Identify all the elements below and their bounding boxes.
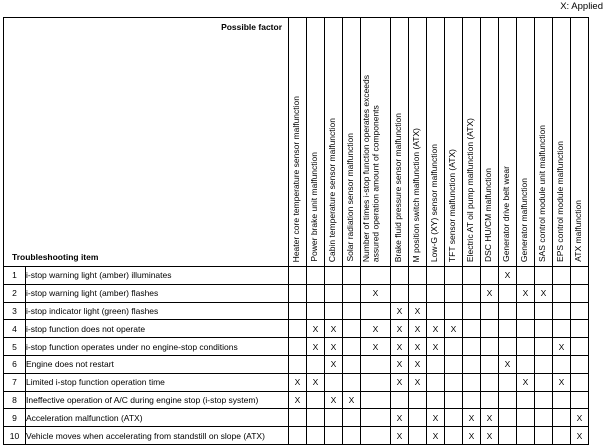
applied-mark-cell (535, 427, 553, 445)
applied-mark-cell (553, 267, 571, 285)
applied-mark-cell: X (391, 409, 409, 427)
factor-label: Solar radiation sensor malfunction (345, 133, 355, 262)
applied-mark-cell (535, 320, 553, 338)
applied-mark-cell (535, 355, 553, 373)
applied-mark-cell (409, 284, 427, 302)
factor-label: EPS control module malfunction (555, 141, 565, 262)
factor-label: DSC HU/CM malfunction (483, 168, 493, 262)
factor-label: Generator malfunction (519, 177, 529, 262)
applied-mark-cell (535, 391, 553, 409)
applied-mark-cell (481, 391, 499, 409)
applied-mark-cell (499, 284, 517, 302)
applied-mark-cell (343, 373, 361, 391)
factor-label: Number of times i-stop function operates exceeds assured operation amount of components (361, 74, 381, 262)
applied-mark-cell: X (391, 373, 409, 391)
applied-mark-cell: X (571, 427, 589, 445)
applied-mark-cell: X (391, 302, 409, 320)
applied-mark-cell (535, 409, 553, 427)
applied-mark-cell (361, 267, 391, 285)
applied-mark-cell (463, 373, 481, 391)
troubleshooting-item: i-stop function does not operate (26, 320, 289, 338)
applied-mark-cell: X (289, 391, 307, 409)
applied-mark-cell (427, 373, 445, 391)
factor-header-1 (307, 18, 325, 267)
applied-mark-cell (535, 302, 553, 320)
applied-mark-cell (517, 320, 535, 338)
applied-mark-cell (289, 267, 307, 285)
applied-mark-cell (361, 302, 391, 320)
row-number: 5 (4, 338, 26, 356)
row-number: 10 (4, 427, 26, 445)
applied-mark-cell (517, 338, 535, 356)
applied-mark-cell: X (481, 284, 499, 302)
applied-mark-cell (571, 267, 589, 285)
applied-mark-cell (361, 409, 391, 427)
applied-mark-cell: X (463, 409, 481, 427)
applied-mark-cell: X (535, 284, 553, 302)
table-row (4, 267, 589, 285)
applied-mark-cell: X (427, 320, 445, 338)
applied-mark-cell (409, 391, 427, 409)
applied-mark-cell (499, 320, 517, 338)
table-row (4, 355, 589, 373)
applied-mark-cell (517, 267, 535, 285)
applied-mark-cell: X (427, 338, 445, 356)
applied-mark-cell (307, 355, 325, 373)
applied-mark-cell (553, 427, 571, 445)
factor-label: ATX malfunction (573, 200, 583, 262)
applied-mark-cell: X (391, 427, 409, 445)
factor-header-4 (361, 18, 391, 267)
applied-mark-cell (325, 284, 343, 302)
applied-mark-cell: X (361, 320, 391, 338)
troubleshooting-item: Engine does not restart (26, 355, 289, 373)
applied-mark-cell (445, 267, 463, 285)
factor-header-2 (325, 18, 343, 267)
factor-header-8 (445, 18, 463, 267)
applied-mark-cell: X (499, 267, 517, 285)
applied-mark-cell: X (307, 320, 325, 338)
applied-mark-cell (463, 355, 481, 373)
applied-mark-cell (481, 302, 499, 320)
applied-mark-cell (499, 373, 517, 391)
applied-mark-cell: X (499, 355, 517, 373)
applied-mark-cell: X (517, 373, 535, 391)
applied-mark-cell (553, 284, 571, 302)
applied-mark-cell (499, 302, 517, 320)
applied-mark-cell: X (391, 320, 409, 338)
applied-mark-cell (361, 355, 391, 373)
applied-mark-cell (307, 284, 325, 302)
applied-mark-cell (289, 284, 307, 302)
factor-label: M position switch malfunction (ATX) (411, 127, 421, 262)
applied-mark-cell: X (325, 320, 343, 338)
factor-header-6 (409, 18, 427, 267)
applied-mark-cell (553, 302, 571, 320)
applied-mark-cell (427, 284, 445, 302)
applied-mark-cell (289, 355, 307, 373)
factor-header-5 (391, 18, 409, 267)
applied-mark-cell: X (553, 373, 571, 391)
applied-mark-cell (571, 284, 589, 302)
possible-factor-label: Possible factor (221, 22, 282, 32)
applied-mark-cell: X (427, 427, 445, 445)
applied-mark-cell (499, 391, 517, 409)
applied-mark-cell (307, 302, 325, 320)
applied-mark-cell (343, 267, 361, 285)
applied-mark-cell: X (409, 320, 427, 338)
row-number: 3 (4, 302, 26, 320)
troubleshooting-item: Vehicle moves when accelerating from standstill on slope (ATX) (26, 427, 289, 445)
factor-header-7 (427, 18, 445, 267)
applied-mark-cell (445, 427, 463, 445)
applied-mark-cell (445, 302, 463, 320)
applied-mark-cell (343, 320, 361, 338)
applied-mark-cell (481, 338, 499, 356)
applied-mark-cell: X (325, 355, 343, 373)
factor-header-9 (463, 18, 481, 267)
applied-mark-cell (571, 355, 589, 373)
applied-mark-cell (343, 338, 361, 356)
applied-mark-cell (553, 391, 571, 409)
row-number: 1 (4, 267, 26, 285)
troubleshooting-item: i-stop warning light (amber) flashes (26, 284, 289, 302)
applied-mark-cell: X (409, 302, 427, 320)
applied-mark-cell (571, 338, 589, 356)
applied-legend: X: Applied (560, 1, 603, 12)
header-corner (4, 18, 289, 267)
applied-mark-cell (409, 267, 427, 285)
table-row (4, 320, 589, 338)
applied-mark-cell (535, 338, 553, 356)
troubleshooting-item: Ineffective operation of A/C during engine stop (i-stop system) (26, 391, 289, 409)
applied-mark-cell (517, 409, 535, 427)
factor-label: Cabin temperature sensor malfunction (327, 117, 337, 262)
factor-label: Brake fluid pressure sensor malfunction (393, 112, 403, 262)
applied-mark-cell (463, 302, 481, 320)
row-number: 2 (4, 284, 26, 302)
applied-mark-cell (289, 320, 307, 338)
factor-label: Generator drive belt wear (501, 166, 511, 262)
applied-mark-cell (481, 355, 499, 373)
factor-header-14 (553, 18, 571, 267)
table-row (4, 409, 589, 427)
applied-mark-cell (517, 427, 535, 445)
factor-header-13 (535, 18, 553, 267)
applied-mark-cell (571, 373, 589, 391)
applied-mark-cell (361, 427, 391, 445)
applied-mark-cell (571, 391, 589, 409)
applied-mark-cell (463, 267, 481, 285)
applied-mark-cell (409, 409, 427, 427)
applied-mark-cell (391, 391, 409, 409)
applied-mark-cell (445, 391, 463, 409)
row-number: 7 (4, 373, 26, 391)
applied-mark-cell (343, 302, 361, 320)
applied-mark-cell (361, 391, 391, 409)
applied-mark-cell (289, 338, 307, 356)
applied-mark-cell (445, 338, 463, 356)
applied-mark-cell (535, 267, 553, 285)
applied-mark-cell (553, 355, 571, 373)
applied-mark-cell (307, 391, 325, 409)
applied-mark-cell (571, 302, 589, 320)
factor-header-3 (343, 18, 361, 267)
applied-mark-cell (391, 267, 409, 285)
applied-mark-cell (499, 338, 517, 356)
applied-mark-cell (481, 373, 499, 391)
applied-mark-cell (553, 320, 571, 338)
applied-mark-cell (325, 409, 343, 427)
applied-mark-cell (481, 267, 499, 285)
applied-mark-cell (325, 427, 343, 445)
row-number: 9 (4, 409, 26, 427)
applied-mark-cell (325, 302, 343, 320)
table-row (4, 302, 589, 320)
applied-mark-cell (343, 284, 361, 302)
applied-mark-cell (307, 427, 325, 445)
row-number: 4 (4, 320, 26, 338)
applied-mark-cell (307, 267, 325, 285)
applied-mark-cell: X (361, 284, 391, 302)
applied-mark-cell: X (409, 338, 427, 356)
table-row (4, 373, 589, 391)
applied-mark-cell: X (409, 355, 427, 373)
factor-header-12 (517, 18, 535, 267)
applied-mark-cell (445, 284, 463, 302)
applied-mark-cell: X (325, 391, 343, 409)
factor-label: Electric AT oil pump malfunction (ATX) (465, 117, 475, 262)
applied-mark-cell: X (343, 391, 361, 409)
troubleshooting-item: i-stop function operates under no engine-stop conditions (26, 338, 289, 356)
applied-mark-cell (499, 427, 517, 445)
applied-mark-cell (307, 409, 325, 427)
applied-mark-cell: X (307, 373, 325, 391)
troubleshooting-matrix (3, 17, 589, 445)
applied-mark-cell: X (481, 409, 499, 427)
factor-label: TFT sensor malfunction (ATX) (447, 148, 457, 262)
troubleshooting-item: Acceleration malfunction (ATX) (26, 409, 289, 427)
row-number: 8 (4, 391, 26, 409)
applied-mark-cell (463, 338, 481, 356)
applied-mark-cell (391, 284, 409, 302)
applied-mark-cell (517, 391, 535, 409)
table-row (4, 338, 589, 356)
troubleshooting-item-label: Troubleshooting item (12, 252, 99, 262)
applied-mark-cell (445, 409, 463, 427)
applied-mark-cell (499, 409, 517, 427)
applied-mark-cell (463, 320, 481, 338)
applied-mark-cell (445, 355, 463, 373)
applied-mark-cell: X (481, 427, 499, 445)
factor-label: Heater core temperature sensor malfunction (291, 95, 301, 262)
table-row (4, 284, 589, 302)
applied-mark-cell (427, 302, 445, 320)
factor-header-10 (481, 18, 499, 267)
applied-mark-cell (325, 373, 343, 391)
applied-mark-cell (427, 267, 445, 285)
applied-mark-cell: X (517, 284, 535, 302)
applied-mark-cell (325, 267, 343, 285)
factor-label: Power brake unit malfunction (309, 152, 319, 262)
applied-mark-cell (361, 373, 391, 391)
applied-mark-cell (553, 409, 571, 427)
applied-mark-cell (571, 320, 589, 338)
applied-mark-cell: X (391, 355, 409, 373)
factor-header-15 (571, 18, 589, 267)
applied-mark-cell (427, 355, 445, 373)
table-row (4, 391, 589, 409)
applied-mark-cell (343, 427, 361, 445)
table-row (4, 427, 589, 445)
applied-mark-cell: X (463, 427, 481, 445)
applied-mark-cell (289, 427, 307, 445)
applied-mark-cell: X (361, 338, 391, 356)
factor-label: SAS control module unit malfunction (537, 124, 547, 262)
matrix-body (4, 267, 589, 445)
troubleshooting-item: i-stop indicator light (green) flashes (26, 302, 289, 320)
applied-mark-cell: X (427, 409, 445, 427)
applied-mark-cell (481, 320, 499, 338)
factor-header-0 (289, 18, 307, 267)
row-number: 6 (4, 355, 26, 373)
applied-mark-cell (535, 373, 553, 391)
applied-mark-cell: X (307, 338, 325, 356)
applied-mark-cell (343, 355, 361, 373)
troubleshooting-item: Limited i-stop function operation time (26, 373, 289, 391)
applied-mark-cell (517, 355, 535, 373)
header-row (4, 18, 589, 267)
applied-mark-cell: X (325, 338, 343, 356)
applied-mark-cell (427, 391, 445, 409)
factor-label: Low-G (XY) sensor malfunction (429, 143, 439, 262)
applied-mark-cell (463, 284, 481, 302)
troubleshooting-item: i-stop warning light (amber) illuminates (26, 267, 289, 285)
applied-mark-cell: X (289, 373, 307, 391)
factor-header-11 (499, 18, 517, 267)
applied-mark-cell (289, 409, 307, 427)
applied-mark-cell (343, 409, 361, 427)
applied-mark-cell (517, 302, 535, 320)
applied-mark-cell: X (391, 338, 409, 356)
applied-mark-cell: X (571, 409, 589, 427)
applied-mark-cell (445, 373, 463, 391)
applied-mark-cell (289, 302, 307, 320)
applied-mark-cell (409, 427, 427, 445)
applied-mark-cell: X (409, 373, 427, 391)
applied-mark-cell (463, 391, 481, 409)
applied-mark-cell: X (445, 320, 463, 338)
applied-mark-cell: X (553, 338, 571, 356)
